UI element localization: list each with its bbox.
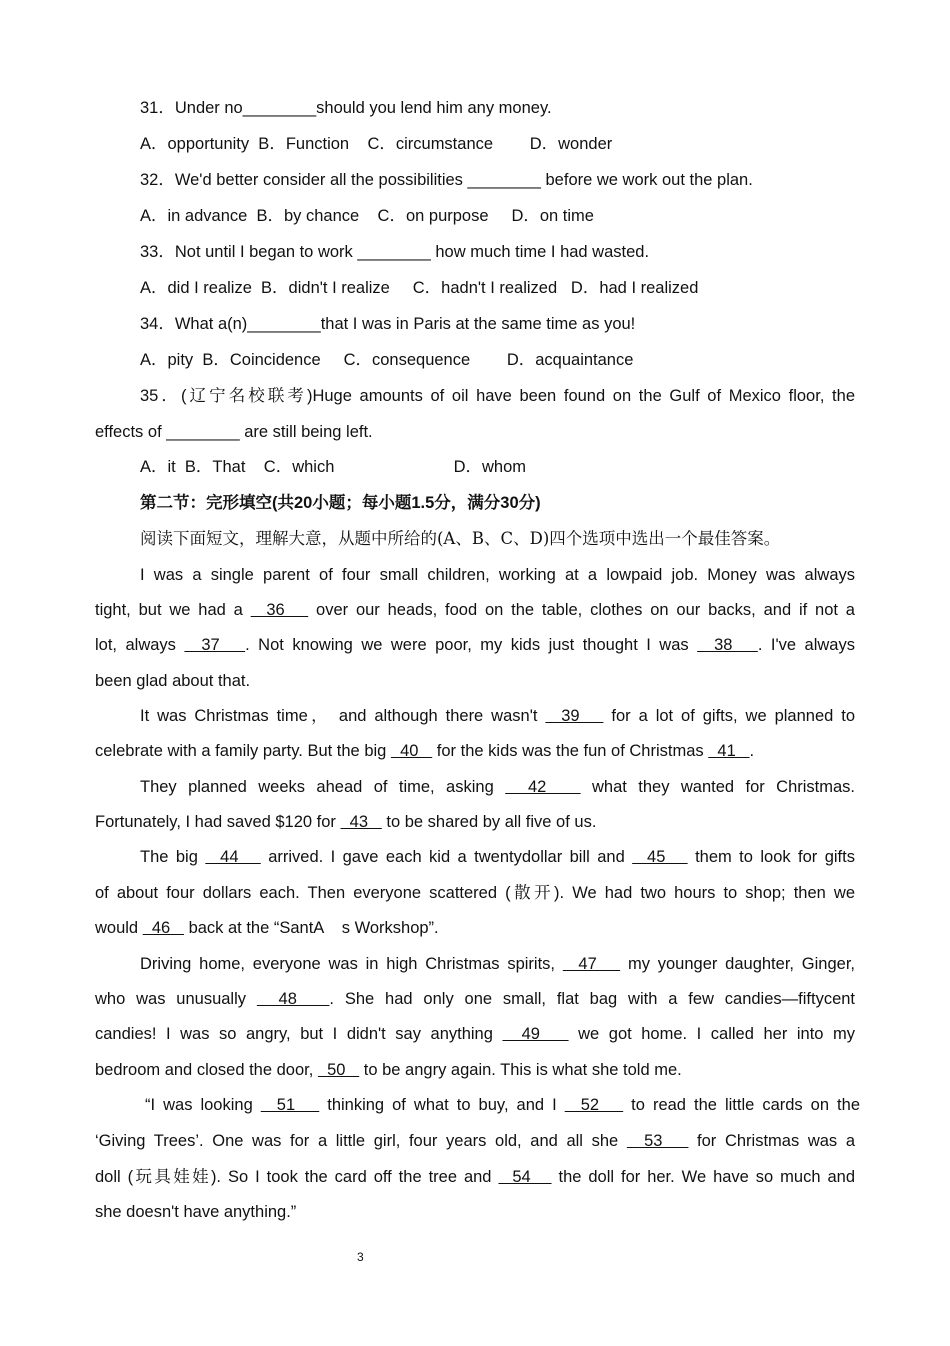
cloze-blank: 53 xyxy=(626,1132,689,1150)
cloze-blank: 38 xyxy=(697,636,758,654)
passage-line xyxy=(140,953,855,975)
passage-text: to read the little cards on the xyxy=(623,1096,860,1114)
section-instruction: 阅读下面短文，理解大意，从题中所给的(A、B、C、D)四个选项中选出一个最佳答案。 xyxy=(140,529,781,548)
cloze-blank: 48 xyxy=(256,990,330,1008)
passage-text: . I've always xyxy=(757,636,855,654)
passage-text: thinking of what to buy, and I xyxy=(319,1096,565,1114)
passage-text: lot, always xyxy=(95,636,185,654)
passage-line xyxy=(95,1023,855,1045)
passage-line xyxy=(140,564,855,586)
passage-line xyxy=(145,1094,860,1116)
cloze-blank: 46 xyxy=(142,919,184,937)
passage-line xyxy=(95,1059,682,1081)
passage-text: she doesn't have anything.” xyxy=(95,1203,297,1221)
question-33-options: A．did I realize B．didn't I realize C．hadn't I realized D．had I realized xyxy=(140,279,699,297)
passage-text: I was a single parent of four small children, working at a lowpaid job. Money was always xyxy=(140,566,855,584)
passage-text: the doll for her. We have so much and xyxy=(551,1168,855,1186)
passage-text: back at the “SantA s Workshop”. xyxy=(183,919,439,937)
passage-line xyxy=(95,1166,855,1188)
passage-text: Fortunately, I had saved $120 for xyxy=(95,813,341,831)
cloze-blank: 41 xyxy=(708,742,750,760)
question-31-options: A．opportunity B．Function C．circumstance D．wonder xyxy=(140,135,613,153)
passage-text: over our heads, food on the table, clothes on our backs, and if not a xyxy=(308,601,855,619)
passage-text: them to look for gifts xyxy=(687,848,855,866)
passage-text: They planned weeks ahead of time, asking xyxy=(140,778,506,796)
passage-text: arrived. I gave each kid a twentydollar bill and xyxy=(260,848,633,866)
passage-line xyxy=(95,1201,296,1223)
cloze-blank: 50 xyxy=(317,1061,360,1079)
cloze-blank: 44 xyxy=(205,848,261,866)
passage-text: we got home. I called her into my xyxy=(568,1025,856,1043)
passage-text: . Not knowing we were poor, my kids just thought I was xyxy=(245,636,698,654)
cloze-blank: 52 xyxy=(564,1096,624,1114)
passage-text: for Christmas was a xyxy=(688,1132,856,1150)
passage-text: ‘Giving Trees’. One was for a little girl, four years old, and all she xyxy=(95,1132,627,1150)
passage-text: . She had only one small, flat bag with a few candies—fiftycent xyxy=(329,990,856,1008)
passage-text: bedroom and closed the door, xyxy=(95,1061,318,1079)
passage-text: for the kids was the fun of Christmas xyxy=(432,742,709,760)
passage-text: Driving home, everyone was in high Christmas spirits, xyxy=(140,955,563,973)
passage-line xyxy=(95,882,855,904)
passage-line xyxy=(95,670,250,692)
cloze-blank: 43 xyxy=(340,813,382,831)
question-34-options: A．pity B．Coincidence C．consequence D．acquaintance xyxy=(140,351,634,369)
cloze-blank: 54 xyxy=(498,1168,552,1186)
question-35-options: A．it B．That C．which D．whom xyxy=(140,458,527,476)
passage-text: would xyxy=(95,919,143,937)
passage-text: to be shared by all five of us. xyxy=(381,813,597,831)
cloze-blank: 47 xyxy=(562,955,621,973)
passage-text: It was Christmas time， and although there wasn't xyxy=(140,707,546,725)
passage-line xyxy=(95,811,596,833)
cloze-blank: 45 xyxy=(632,848,688,866)
cloze-blank: 42 xyxy=(505,778,581,796)
passage-text: doll (玩具娃娃). So I took the card off the tree and xyxy=(95,1168,499,1186)
passage-line xyxy=(95,599,855,621)
passage-line xyxy=(95,917,439,939)
passage-text: who was unusually xyxy=(95,990,257,1008)
passage-line xyxy=(95,634,855,656)
section-heading: 第二节：完形填空(共20小题；每小题1.5分，满分30分) xyxy=(140,494,541,512)
cloze-blank: 37 xyxy=(184,636,246,654)
passage-line xyxy=(140,776,855,798)
passage-text: “I was looking xyxy=(145,1096,261,1114)
passage-text: of about four dollars each. Then everyone scattered (散开). We had two hours to shop; then we xyxy=(95,884,855,902)
cloze-blank: 36 xyxy=(250,601,309,619)
question-34-stem: 34．What a(n)________that I was in Paris at the same time as you! xyxy=(140,315,636,333)
question-32-options: A．in advance B．by chance C．on purpose D．on time xyxy=(140,207,594,225)
page-number: 3 xyxy=(357,1250,364,1264)
passage-text: . xyxy=(749,742,755,760)
cloze-blank: 49 xyxy=(502,1025,569,1043)
passage-line xyxy=(95,1130,855,1152)
passage-text: for a lot of gifts, we planned to xyxy=(603,707,855,725)
passage-text: my younger daughter, Ginger, xyxy=(620,955,855,973)
passage-text: what they wanted for Christmas. xyxy=(580,778,856,796)
passage-line xyxy=(140,705,855,727)
question-35-stem-continued: effects of ________ are still being left. xyxy=(95,423,373,441)
cloze-blank: 39 xyxy=(545,707,604,725)
cloze-blank: 40 xyxy=(390,742,433,760)
passage-text: tight, but we had a xyxy=(95,601,251,619)
passage-text: The big xyxy=(140,848,206,866)
question-35-stem: 35．(辽宁名校联考)Huge amounts of oil have been found on the Gulf of Mexico floor, the xyxy=(140,387,855,405)
passage-text: celebrate with a family party. But the big xyxy=(95,742,391,760)
question-33-stem: 33．Not until I began to work ________ how much time I had wasted. xyxy=(140,243,650,261)
passage-line xyxy=(140,846,855,868)
passage-text: to be angry again. This is what she told me. xyxy=(359,1061,682,1079)
passage-text: candies! I was so angry, but I didn't say anything xyxy=(95,1025,503,1043)
question-32-stem: 32．We'd better consider all the possibilities ________ before we work out the plan. xyxy=(140,171,753,189)
question-31-stem: 31．Under no________should you lend him any money. xyxy=(140,99,552,117)
cloze-blank: 51 xyxy=(260,1096,320,1114)
passage-line xyxy=(95,740,754,762)
passage-text: been glad about that. xyxy=(95,672,251,690)
passage-line xyxy=(95,988,855,1010)
